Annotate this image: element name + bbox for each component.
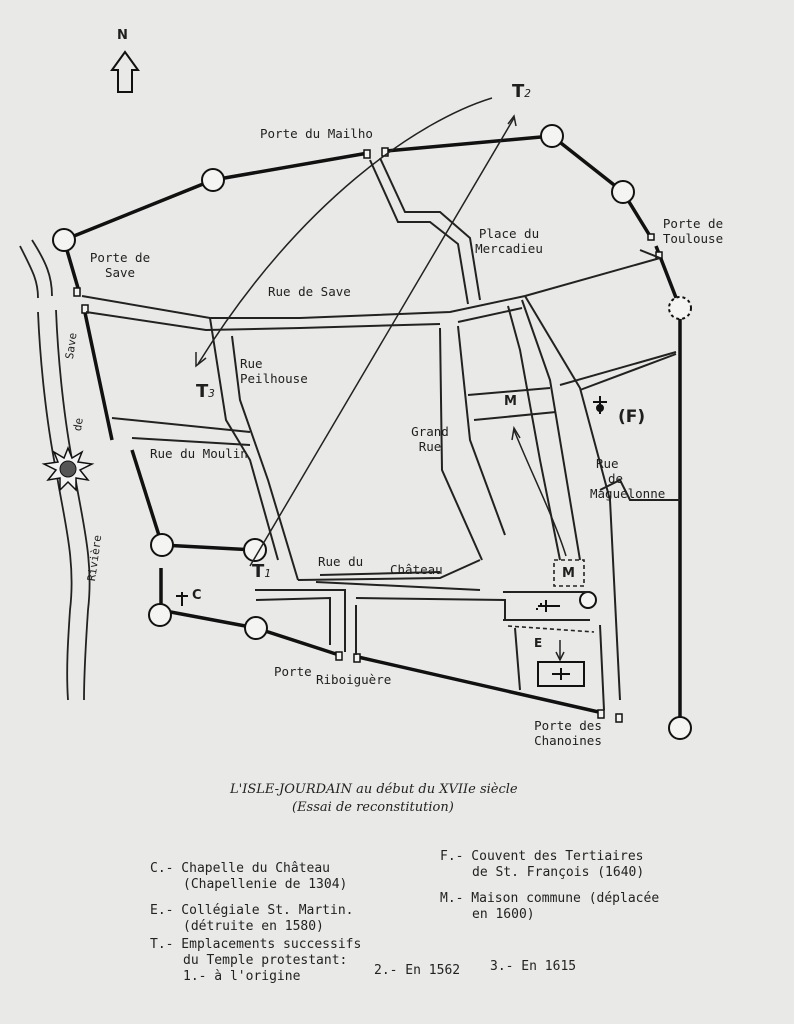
label-place-line2: Mercadieu xyxy=(475,241,543,256)
north-label: N xyxy=(117,28,128,43)
label-grand-rue xyxy=(408,424,452,454)
north-arrow-icon xyxy=(112,52,138,92)
label-porte-de-toulouse-line2: Toulouse xyxy=(662,231,724,246)
tower-circles xyxy=(53,125,691,739)
marker-f-couvent: (F) xyxy=(618,407,646,427)
label-rue-peilhouse-line2: Peilhouse xyxy=(240,371,308,386)
town-ramparts xyxy=(64,136,680,728)
label-porte-de-toulouse-line1: Porte de xyxy=(662,216,724,231)
label-riboiguere: Riboiguère xyxy=(316,672,392,687)
legend-t-line3: 1.- à l'origine xyxy=(183,969,301,984)
label-river-de: de xyxy=(70,417,86,432)
label-maguelonne-line1: Rue xyxy=(596,456,619,471)
legend-t-line4: 2.- En 1562 xyxy=(374,963,461,978)
label-porte-de-toulouse xyxy=(652,216,734,246)
label-porte: Porte xyxy=(274,664,312,679)
marker-c-chapelle: C xyxy=(192,588,202,603)
temple-marker-2-letter: T xyxy=(512,81,525,102)
temple-marker-1-number: 1 xyxy=(264,567,271,580)
label-rue-peilhouse xyxy=(240,356,308,386)
legend-f-line2: de St. François (1640) xyxy=(472,865,645,880)
legend-m-line1: M.- Maison commune (déplacée xyxy=(440,891,660,906)
temple-marker-3-number: 3 xyxy=(208,387,215,400)
label-chanoines-line2: Chanoines xyxy=(534,733,602,748)
label-grand-rue-line2: Rue xyxy=(418,439,442,454)
label-place-du-mercadieu xyxy=(474,226,544,256)
legend-c-line2: (Chapellenie de 1304) xyxy=(183,877,348,892)
legend-c-line1: C.- Chapelle du Château xyxy=(150,861,331,876)
legend-t-line5: 3.- En 1615 xyxy=(490,959,577,974)
river-sun-icon xyxy=(44,448,92,490)
temple-marker-3 xyxy=(196,381,215,402)
temple-marker-2 xyxy=(512,81,531,102)
gate-markers xyxy=(74,148,662,722)
temple-marker-1-letter: T xyxy=(252,561,265,582)
legend-t-line2: du Temple protestant: xyxy=(183,953,348,968)
temple-marker-3-letter: T xyxy=(196,381,209,402)
label-maguelonne-line2: de xyxy=(608,471,624,486)
label-chateau: Château xyxy=(390,562,443,577)
legend-m-line2: en 1600) xyxy=(472,907,535,922)
label-rue-peilhouse-line1: Rue xyxy=(240,356,263,371)
legend-f-line1: F.- Couvent des Tertiaires xyxy=(440,849,644,864)
college-dashed-line xyxy=(508,626,594,632)
temple-marker-1 xyxy=(252,561,271,582)
label-porte-de-save-line2: Save xyxy=(104,265,136,280)
label-porte-de-save xyxy=(86,250,154,280)
label-rue-de-maguelonne xyxy=(590,456,676,501)
marker-m-maison-commune: M xyxy=(504,394,517,409)
street-lines xyxy=(82,158,680,710)
legend-e-line2: (détruite en 1580) xyxy=(183,919,324,934)
temple-marker-2-number: 2 xyxy=(524,87,531,100)
label-river-riviere: Rivière xyxy=(84,534,105,582)
map-subtitle: (Essai de reconstitution) xyxy=(292,800,454,815)
map-title: L'ISLE-JOURDAIN au début du XVIIe siècle xyxy=(230,782,518,797)
label-porte-des-chanoines xyxy=(514,718,622,748)
label-maguelonne-line3: Maguelonne xyxy=(590,486,666,501)
label-grand-rue-line1: Grand xyxy=(411,424,449,439)
label-place-line1: Place du xyxy=(478,226,540,241)
label-river-save: Save xyxy=(62,331,80,360)
legend-t-line1: T.- Emplacements successifs xyxy=(150,937,362,952)
label-rue-du-moulin: Rue du Moulin xyxy=(150,446,248,461)
label-porte-de-save-line1: Porte de xyxy=(89,250,151,265)
label-chanoines-line1: Porte des xyxy=(534,718,602,733)
label-rue-de-save: Rue de Save xyxy=(268,284,351,299)
church-cross-icon xyxy=(552,668,570,680)
label-rue-du: Rue du xyxy=(318,554,364,569)
legend-e-line1: E.- Collégiale St. Martin. xyxy=(150,903,354,918)
marker-m-maison-commune-1600: M xyxy=(562,566,575,581)
label-porte-du-mailho: Porte du Mailho xyxy=(260,126,373,141)
marker-e-collegiale: E xyxy=(534,636,543,650)
